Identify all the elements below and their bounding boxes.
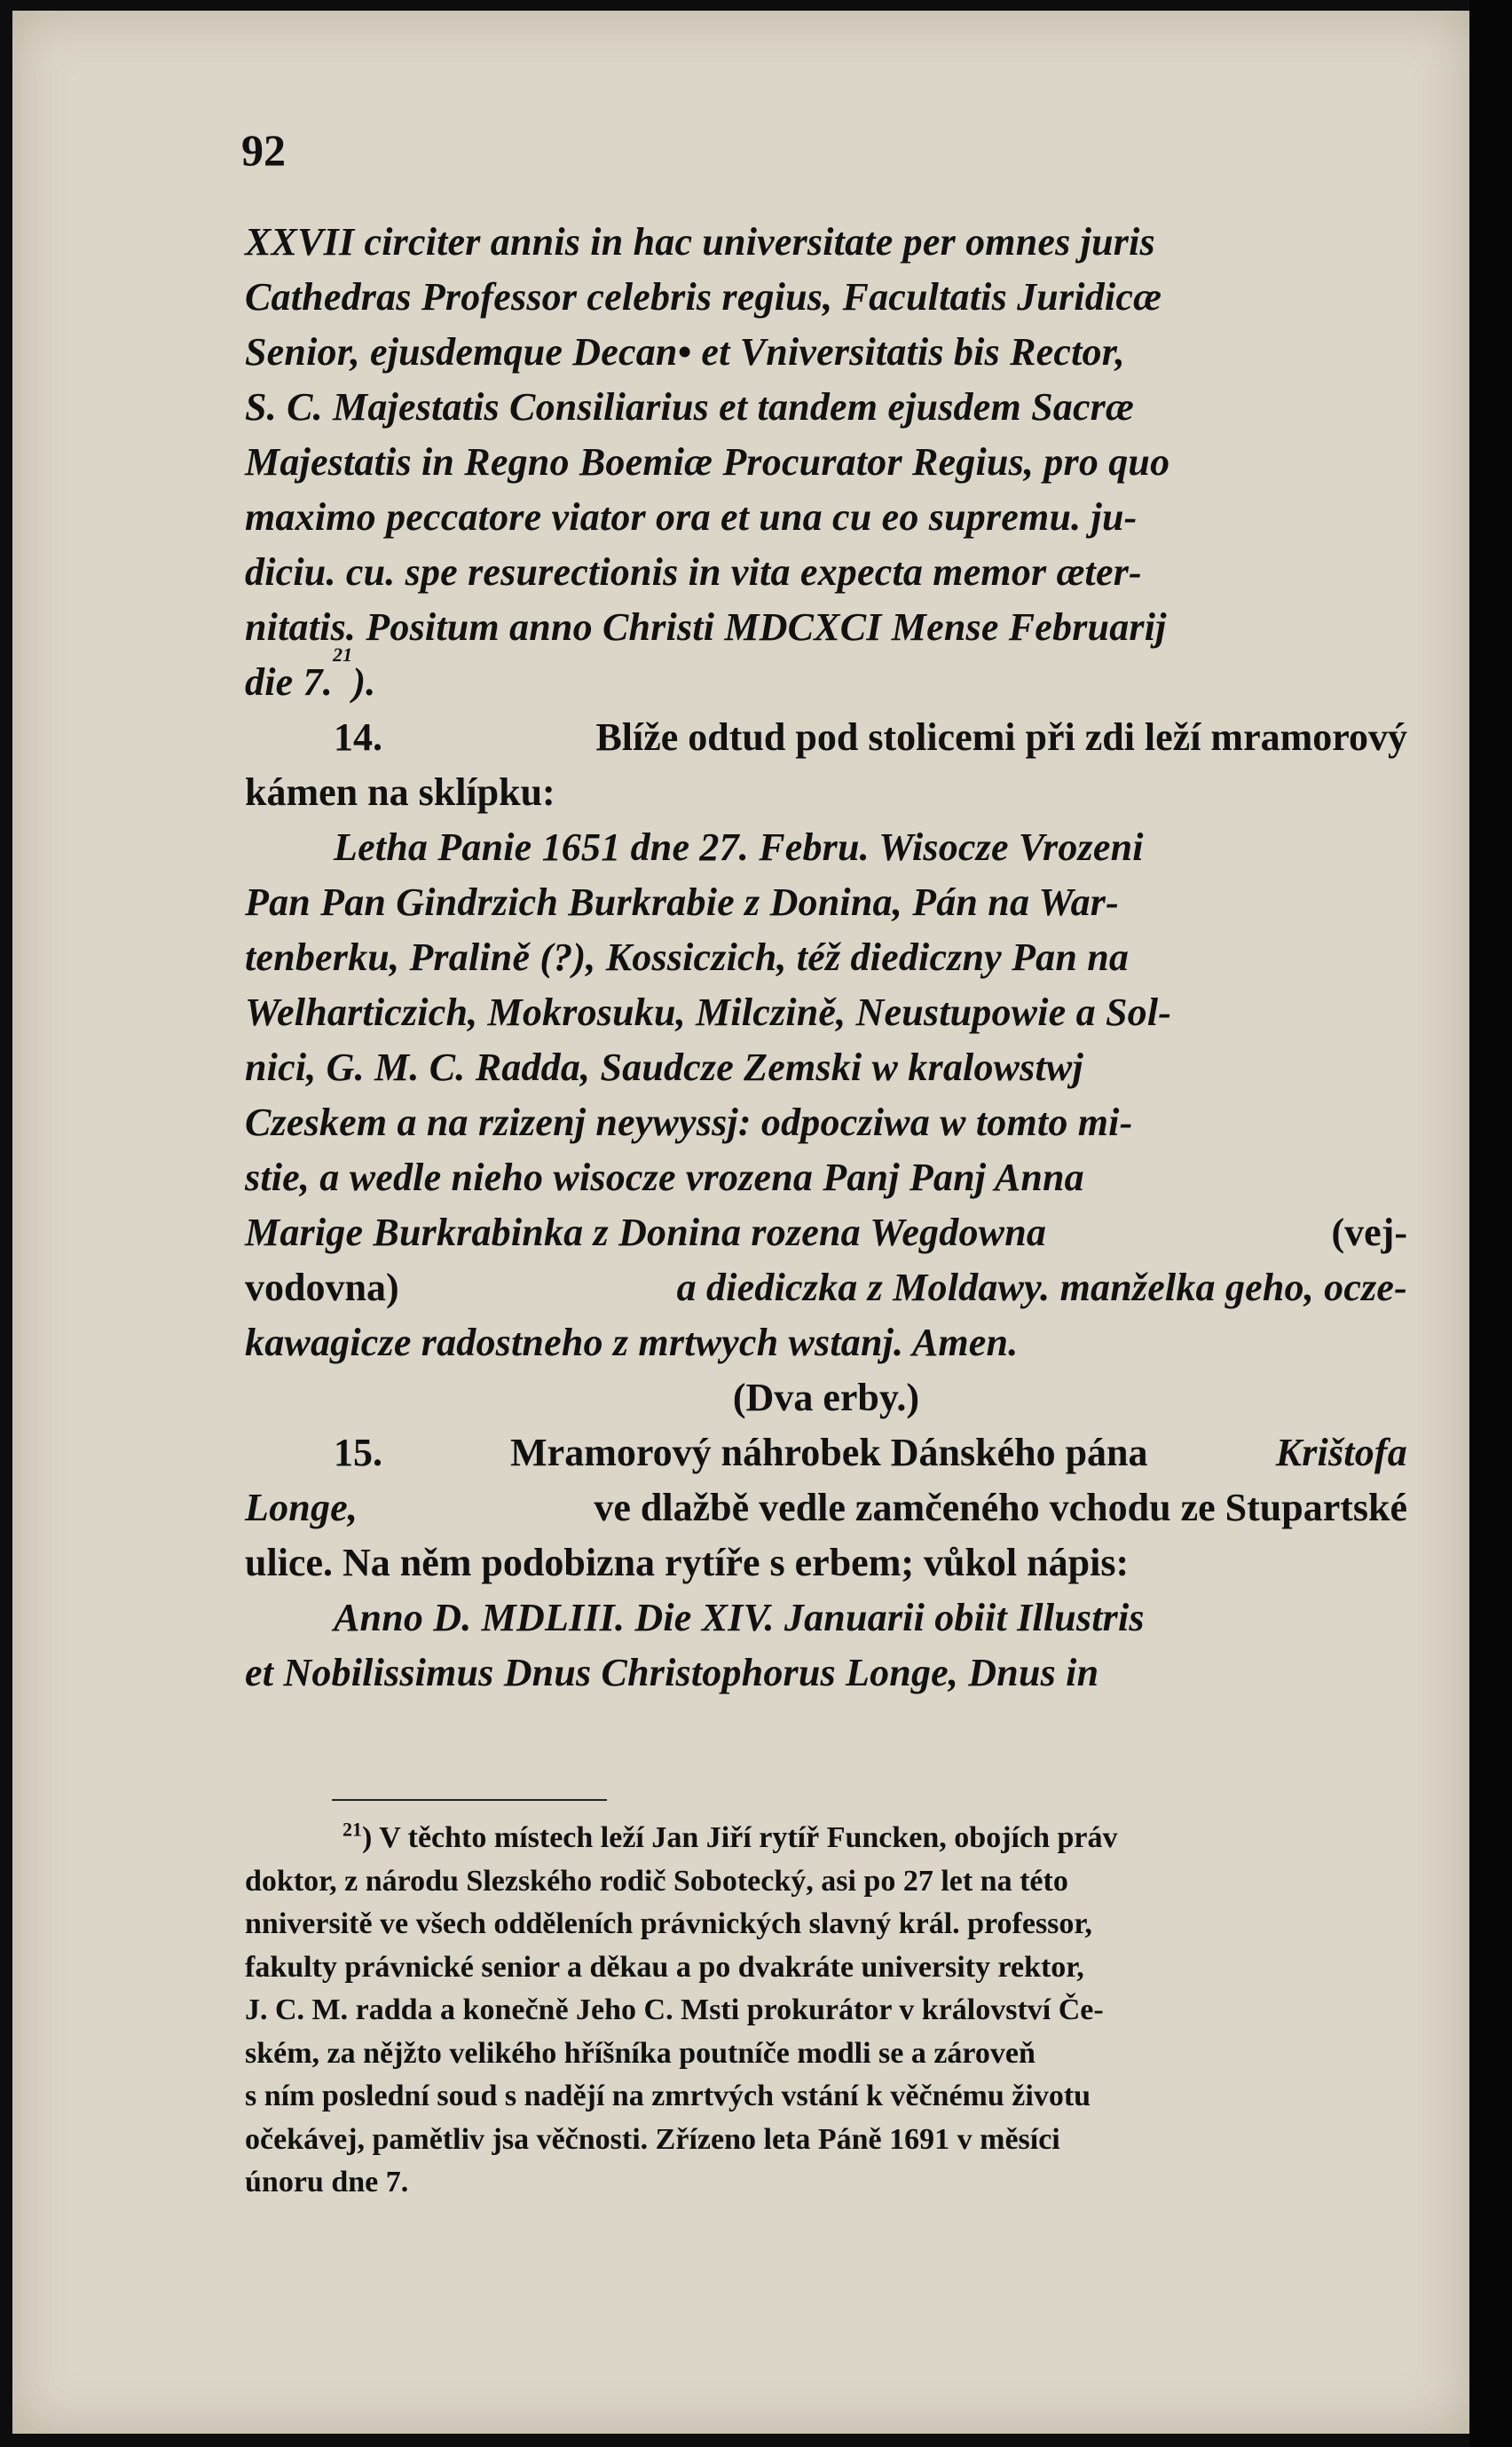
czech-line-8 [245,1205,1407,1260]
footnote-line-2: doktor, z národu Slezského rodič Sobotecký, asi po 27 let na této [245,1864,1068,1898]
czech-line-8-text: Marige Burkrabinka z Donina rozena Wegdowna [245,1211,1047,1254]
latin-line-7: diciu. cu. spe resurectionis in vita expecta memor æter- [245,550,1142,594]
latin-last-tail: ). [352,660,376,704]
item-14-number: 14. [334,715,382,759]
latin-line-1: XXVII circiter annis in hac universitate per omnes juris [245,220,1155,264]
item-14-text: Blíže odtud pod stolicemi při zdi leží mramorový [595,715,1407,759]
footnote-line-8: očekávej, pamětliv jsa věčnosti. Zřízeno leta Páně 1691 v měsíci [245,2122,1060,2156]
czech-line-9-text: a diediczka z Moldawy. manželka geho, ocze- [676,1266,1407,1309]
footnote-rule [332,1799,607,1801]
czech-line-4: Welharticzich, Mokrosuku, Milczině, Neustupowie a Sol- [245,991,1172,1034]
footnote [245,1817,1407,2205]
czech-line-10: kawagicze radostneho z mrtwych wstanj. Amen. [245,1321,1019,1364]
latin2-line-2: et Nobilissimus Dnus Christophorus Longe, Dnus in [245,1651,1099,1694]
czech-line-1: Letha Panie 1651 dne 27. Febru. Wisocze Vrozeni [334,825,1144,869]
item-15-name-2: Longe, [245,1486,358,1529]
footnote-line-3: nniversitě ve všech odděleních právnických slavný král. professor, [245,1907,1092,1940]
page-number: 92 [241,125,286,175]
latin-line-6: maximo peccatore viator ora et una cu eo supremu. ju- [245,495,1138,539]
footnote-line-9: únoru dne 7. [245,2166,409,2198]
item-15-text-1: Mramorový náhrobek Dánského pána [510,1431,1148,1474]
czech-line-5: nici, G. M. C. Radda, Saudcze Zemski w kralowstwj [245,1046,1083,1089]
item-15-text-2: ve dlažbě vedle zamčeného vchodu ze Stupartské [594,1486,1407,1529]
item-15-line-3: ulice. Na něm podobizna rytíře s erbem; vůkol nápis: [245,1541,1130,1584]
latin-last-text: die 7. [245,660,333,704]
item-15-name-1: Krištofa [1275,1431,1407,1474]
latin-line-8: nitatis. Positum anno Christi MDCXCI Mense Februarij [245,605,1167,649]
main-text [245,215,1407,1701]
footnote-number: 21 [343,1818,362,1841]
czech-line-7: stie, a wedle nieho wisocze vrozena Panj Panj Anna [245,1156,1084,1199]
item-14-line-1 [245,710,1407,765]
footnote-line-6: ském, za nějžto velikého hříšníka poutníče modli se a zároveň [245,2036,1036,2070]
book-page [12,11,1469,2434]
footnote-line-7: s ním poslední soud s nadějí na zmrtvých vstání k věčnému životu [245,2080,1091,2112]
footnote-line-1 [245,1817,1407,1860]
latin-line-2: Cathedras Professor celebris regius, Facultatis Juridicæ [245,275,1162,319]
scan-edge [1469,0,1512,2447]
footnote-line-4: fakulty právnické senior a děkau a po dvakráte university rektor, [245,1950,1084,1984]
latin-line-5: Majestatis in Regno Boemiæ Procurator Regius, pro quo [245,440,1170,484]
dva-erby: (Dva erby.) [732,1376,920,1419]
footnote-reference: 21 [332,643,353,666]
latin-line-9 [245,643,1407,710]
czech-line-9 [245,1260,1407,1315]
item-15-number: 15. [334,1431,382,1474]
item-15-line-1 [245,1425,1407,1480]
czech-line-3: tenberku, Pralině (?), Kossiczich, též diediczny Pan na [245,935,1130,979]
footnote-line-5: J. C. M. radda a konečně Jeho C. Msti prokurátor v království Če- [245,1993,1104,2026]
latin-line-3: Senior, ejusdemque Decan• et Vniversitatis bis Rector, [245,330,1125,374]
item-14-line-2: kámen na sklípku: [245,770,555,814]
latin2-line-1: Anno D. MDLIII. Die XIV. Januarii obiit Illustris [334,1596,1145,1639]
czech-line-2: Pan Pan Gindrzich Burkrabie z Donina, Pán na War- [245,880,1119,924]
czech-line-6: Czeskem a na rzizenj neywyssj: odpocziwa w tomto mi- [245,1101,1133,1144]
latin-line-4: S. C. Majestatis Consiliarius et tandem ejusdem Sacræ [245,385,1134,429]
czech-upright-2: vodovna) [245,1266,399,1309]
czech-upright-1: (vej- [1331,1211,1407,1254]
footnote-line-1-text: ) V těchto místech leží Jan Jiří rytíř Funcken, obojích práv [362,1821,1118,1854]
item-15-line-2 [245,1480,1407,1535]
